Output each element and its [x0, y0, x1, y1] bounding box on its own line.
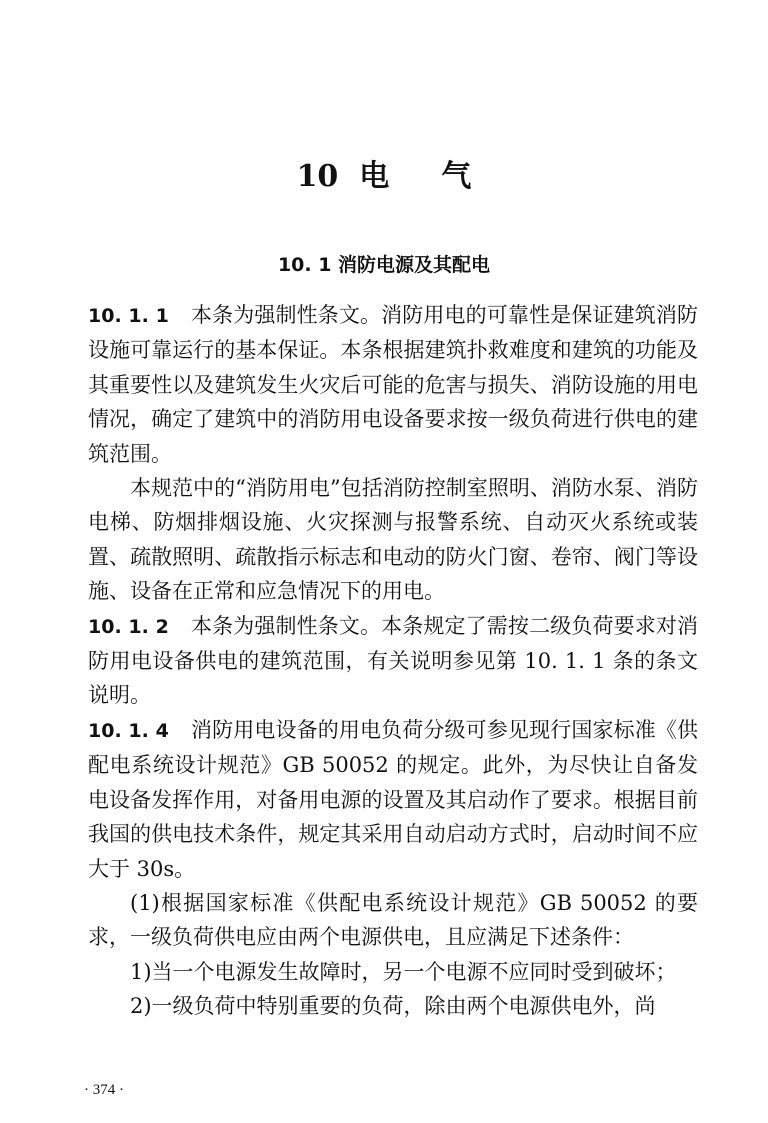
clause-number: 10. 1. 4 [88, 719, 169, 742]
paragraph-text: (1)根据国家标准《供配电系统设计规范》GB 50052 的要求，一级负荷供电应由两个电源供电，且应满足下述条件： [88, 890, 698, 950]
list-item [88, 989, 698, 1023]
page-number: · 374 · [84, 1082, 124, 1098]
clause-10-1-4 [88, 713, 698, 886]
section-title: 10. 1 消防电源及其配电 [277, 254, 491, 276]
clause-number: 10. 1. 1 [88, 305, 169, 327]
clause-text: 本条为强制性条文。本条规定了需按二级负荷要求对消防用电设备供电的建筑范围，有关说明参见第 10. 1. 1 条的条文说明。 [88, 613, 698, 708]
paragraph-text: 本规范中的“消防用电”包括消防控制室照明、消防水泵、消防电梯、防烟排烟设施、火灾探测与报警系统、自动灭火系统或装置、疏散照明、疏散指示标志和电动的防火门窗、卷帘、阀门等设施、设备在正常和应急情况下的用电。 [88, 476, 698, 604]
body-text [88, 298, 698, 1024]
clause-number: 10. 1. 2 [88, 615, 169, 638]
clause-text: 消防用电设备的用电负荷分级可参见现行国家标准《供配电系统设计规范》GB 50052 的规定。此外，为尽快让自备发电设备发挥作用，对备用电源的设置及其启动作了要求。根据目前我国的供电技术条件，规定其采用自动启动方式时，启动时间不应大于 30s。 [88, 717, 698, 881]
paragraph [88, 471, 698, 609]
chapter-title: 10 电 气 [296, 159, 472, 194]
clause-10-1-1 [88, 298, 698, 471]
list-item-text: 1)当一个电源发生故障时，另一个电源不应同时受到破坏； [130, 959, 677, 984]
paragraph [88, 886, 698, 955]
clause-text: 本条为强制性条文。消防用电的可靠性是保证建筑消防设施可靠运行的基本保证。本条根据建筑扑救难度和建筑的功能及其重要性以及建筑发生火灾后可能的危害与损失、消防设施的用电情况，确定了建筑中的消防用电设备要求按一级负荷进行供电的建筑范围。 [88, 303, 698, 466]
clause-10-1-2 [88, 609, 698, 713]
list-item [88, 955, 698, 989]
list-item-text: 2)一级负荷中特别重要的负荷，除由两个电源供电外，尚 [130, 994, 656, 1019]
